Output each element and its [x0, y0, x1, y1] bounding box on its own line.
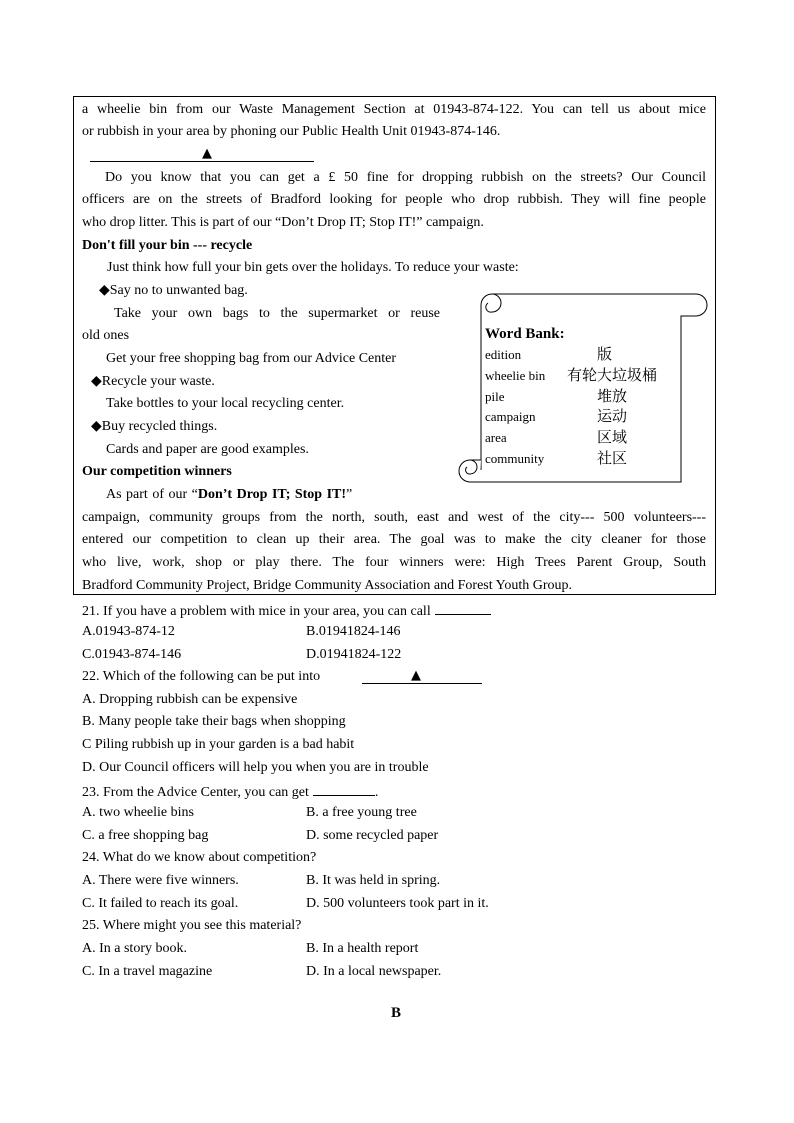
- competition-line-4: who live, work, shop or play there. The four winners were: High Trees Parent Group, South: [82, 555, 706, 570]
- word-bank-en-pile: pile: [485, 389, 505, 404]
- title-blank-marker: ▲: [202, 146, 212, 161]
- competition-line-2: campaign, community groups from the north, south, east and west of the city--- 500 volunteers---: [82, 510, 706, 525]
- bullet-unwanted-bag-detail-c: Get your free shopping bag from our Advice Center: [106, 351, 397, 366]
- competition-line-1-end: ”: [346, 487, 353, 502]
- word-bank-zh-edition: 版: [597, 345, 613, 363]
- bullet-buy-recycled-detail: Cards and paper are good examples.: [106, 442, 309, 457]
- word-bank-en-community: community: [485, 451, 545, 466]
- q25-option-c[interactable]: C. In a travel magazine: [82, 964, 213, 979]
- answer-blank-22[interactable]: [362, 683, 482, 684]
- competition-line-1-start: As part of our “: [106, 487, 198, 502]
- word-bank-en-wheelie-bin: wheelie bin: [485, 368, 546, 383]
- word-bank-zh-pile: 堆放: [597, 387, 628, 405]
- competition-line-3: entered our competition to clean up their area. The goal was to make the city cleaner for those: [82, 532, 706, 547]
- recycle-heading: Don't fill your bin --- recycle: [82, 238, 253, 253]
- q21-option-d[interactable]: D.01941824-122: [306, 647, 402, 662]
- q22-option-b[interactable]: B. Many people take their bags when shopping: [82, 714, 346, 729]
- passage-intro-line-1: a wheelie bin from our Waste Management Section at 01943-874-122. You can tell us about mice: [82, 102, 706, 117]
- question-22-marker: ▲: [411, 668, 421, 683]
- q23-option-a[interactable]: A. two wheelie bins: [82, 805, 194, 820]
- bullet-unwanted-bag-detail-a: Take your own bags to the supermarket or reuse: [114, 306, 440, 321]
- word-bank-en-area: area: [485, 430, 507, 445]
- word-bank-zh-area: 区域: [597, 428, 628, 446]
- q25-option-a[interactable]: A. In a story book.: [82, 941, 187, 956]
- bullet-unwanted-bag: ◆Say no to unwanted bag.: [99, 283, 248, 298]
- word-bank-title: Word Bank:: [485, 326, 565, 342]
- question-23-stem: 23. From the Advice Center, you can get: [82, 785, 309, 800]
- answer-blank-23[interactable]: [313, 781, 375, 796]
- q22-option-a[interactable]: A. Dropping rubbish can be expensive: [82, 692, 298, 707]
- q22-option-c[interactable]: C Piling rubbish up in your garden is a bad habit: [82, 737, 355, 752]
- word-bank-zh-wheelie-bin: 有轮大垃圾桶: [567, 366, 658, 384]
- bullet-recycle-waste-detail: Take bottles to your local recycling center.: [106, 396, 345, 411]
- question-24-stem: 24. What do we know about competition?: [82, 850, 317, 865]
- q22-option-d[interactable]: D. Our Council officers will help you when you are in trouble: [82, 760, 429, 775]
- q21-option-b[interactable]: B.01941824-146: [306, 624, 401, 639]
- question-25-stem: 25. Where might you see this material?: [82, 918, 302, 933]
- just-think-line: Just think how full your bin gets over the holidays. To reduce your waste:: [107, 260, 519, 275]
- q24-option-a[interactable]: A. There were five winners.: [82, 873, 239, 888]
- word-bank-zh-community: 社区: [597, 449, 628, 467]
- bullet-buy-recycled: ◆Buy recycled things.: [91, 419, 218, 434]
- question-23: [82, 781, 378, 802]
- word-bank-en-edition: edition: [485, 347, 522, 362]
- section-label-b: B: [391, 1005, 402, 1021]
- question-23-end: .: [374, 785, 379, 800]
- answer-blank-21[interactable]: [435, 600, 491, 615]
- bullet-unwanted-bag-detail-b: old ones: [82, 328, 130, 343]
- question-21-stem: 21. If you have a problem with mice in your area, you can call: [82, 604, 431, 619]
- q25-option-b[interactable]: B. In a health report: [306, 941, 419, 956]
- word-bank-zh-campaign: 运动: [597, 407, 628, 425]
- q23-option-c[interactable]: C. a free shopping bag: [82, 828, 209, 843]
- q24-option-b[interactable]: B. It was held in spring.: [306, 873, 441, 888]
- q21-option-a[interactable]: A.01943-874-12: [82, 624, 175, 639]
- question-22-stem: 22. Which of the following can be put into: [82, 669, 321, 684]
- competition-line-5: Bradford Community Project, Bridge Community Association and Forest Youth Group.: [82, 578, 572, 593]
- q25-option-d[interactable]: D. In a local newspaper.: [306, 964, 442, 979]
- fine-paragraph-line-1: Do you know that you can get a £ 50 fine for dropping rubbish on the streets? Our Council: [105, 170, 706, 185]
- fine-paragraph-line-2: officers are on the streets of Bradford looking for people who drop rubbish. They will fine people: [82, 192, 706, 207]
- q23-option-b[interactable]: B. a free young tree: [306, 805, 417, 820]
- competition-heading: Our competition winners: [82, 464, 232, 479]
- competition-line-1: [106, 486, 352, 504]
- question-21: [82, 600, 491, 621]
- campaign-name: Don’t Drop IT; Stop IT!: [197, 487, 347, 502]
- q23-option-d[interactable]: D. some recycled paper: [306, 828, 439, 843]
- fine-paragraph-line-3: who drop litter. This is part of our “Don’t Drop IT; Stop IT!” campaign.: [82, 215, 484, 230]
- q24-option-c[interactable]: C. It failed to reach its goal.: [82, 896, 239, 911]
- bullet-recycle-waste: ◆Recycle your waste.: [91, 374, 215, 389]
- q21-option-c[interactable]: C.01943-874-146: [82, 647, 182, 662]
- passage-intro-line-2: or rubbish in your area by phoning our Public Health Unit 01943-874-146.: [82, 124, 501, 139]
- q24-option-d[interactable]: D. 500 volunteers took part in it.: [306, 896, 489, 911]
- word-bank-en-campaign: campaign: [485, 409, 536, 424]
